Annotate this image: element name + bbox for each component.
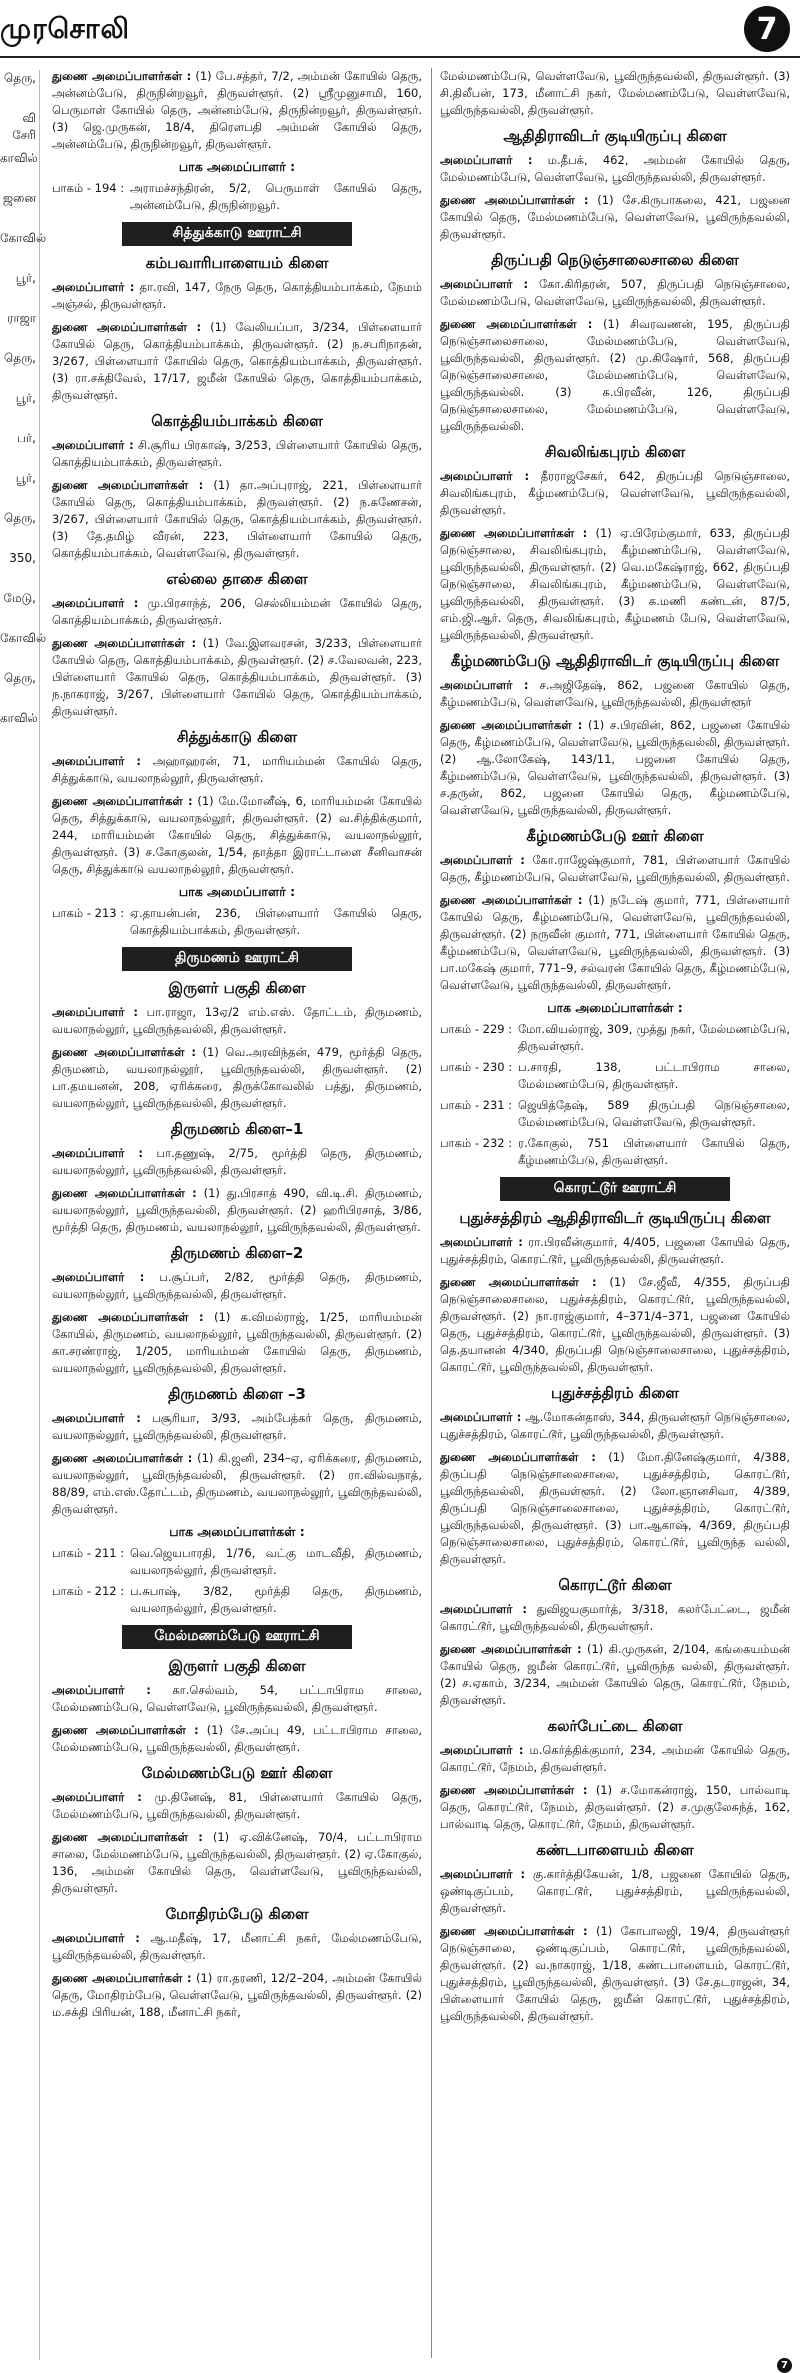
member-details: அஹாஹரன், 71, மாரியம்மன் கோயில் தெரு, சித்துக்காடு, வயலாநல்லூர், திருவள்ளூர். <box>52 754 423 785</box>
member-entry <box>440 192 790 243</box>
member-entry <box>52 753 422 787</box>
member-details: (1) து.பிரசாத் 490, வி.டி.சி. திருமணம், வயலாநல்லூர், பூவிருந்தவல்லி, திருவள்ளூர். (2) ஹரிபிரசாத், 3/86, மூர்த்தி தெரு, திருமணம், வயலாநல்லூர், பூவிருந்தவல்லி, திருவள்ளூர். <box>52 1186 423 1234</box>
role-label: துணை அமைப்பாளர்கள் : <box>52 1830 203 1844</box>
member-entry <box>52 1269 422 1303</box>
member-details: (1) சே.ஜீவீ, 4/355, திருப்பதி நெடுஞ்சாலைசாலை, புதுச்சத்திரம், கொரட்டூர், பூவிருந்தவல்லி, திருவள்ளூர். (2) நா.ராஜ்குமார், 4–371/4–371, பஜனை கோயில் தெரு, புதுச்சத்திரம், கொரட்டூர், பூவிருந்தவல்லி, திருவள்ளூர். (3) தெ.தயானன் 4/340, திருப்பதி நெடுஞ்சாலைசாலை, புதுச்சத்திரம், கொரட்டூர், பூவிருந்தவல்லி, திருவள்ளூர். <box>440 1275 790 1374</box>
column-right <box>440 68 790 2358</box>
cropped-text-fragment: தெரு, <box>3 351 36 365</box>
role-label: துணை அமைப்பாளர்கள் : <box>52 1310 204 1324</box>
role-label: அமைப்பாளர் : <box>440 469 530 483</box>
role-label: துணை அமைப்பாளர்கள் : <box>440 893 583 907</box>
branch-heading: புதுச்சத்திரம் கிளை <box>551 1384 679 1402</box>
role-label: அமைப்பாளர் : <box>52 280 135 294</box>
member-entry <box>52 1930 422 1964</box>
role-label: துணை அமைப்பாளர்கள் : <box>440 193 589 207</box>
member-details: ம.கெர்த்திக்குமார், 234, அம்மன் கோயில் தெரு, கொரட்டூர், நேமம், திருவள்ளூர். <box>440 1743 790 1774</box>
branch-heading: சிவலிங்கபுரம் கிளை <box>544 443 686 461</box>
panchayat-label: திருமணம் ஊராட்சி <box>122 947 352 971</box>
booth-entry <box>440 1021 790 1055</box>
role-label: அமைப்பாளர் : <box>52 596 139 610</box>
page-header <box>0 0 800 58</box>
member-entry <box>440 892 790 994</box>
booth-entry <box>440 1097 790 1131</box>
branch-heading: கொத்தியம்பாக்கம் கிளை <box>151 412 323 430</box>
cropped-text-fragment: தெரு, <box>3 71 36 85</box>
role-label: அமைப்பாளர் : <box>52 1790 142 1804</box>
member-details: மு.பிரசாந்த், 206, செல்லியம்மன் கோயில் தெரு, கொத்தியம்பாக்கம், திருவள்ளூர். <box>52 596 422 627</box>
member-entry <box>52 319 422 404</box>
role-label: துணை அமைப்பாளர்கள் : <box>52 1045 196 1059</box>
booth-number: பாகம் - 212 : <box>52 1584 125 1598</box>
member-details: (1) மோ.தினேஷ்குமார், 4/388, திருப்பதி நெடுஞ்சாலைசாலை, புதுச்சத்திரம், கொரட்டூர், பூவிருந்தவல்லி, திருவள்ளூர். (2) லோ.ஞானசிவா, 4/389, திருப்பதி நெடுஞ்சாலைசாலை, புதுச்சத்திரம், கொரட்டூர், பூவிருந்தவல்லி, திருவள்ளூர். (3) பா.ஆகாஷ், 4/369, திருப்பதி நெடுஞ்சாலைசாலை, புதுச்சத்திரம், கொரட்டூர், பூவிருந்த வல்லி, திருவள்ளூர். <box>440 1450 790 1566</box>
role-label: அமைப்பாளர் : <box>440 1410 522 1424</box>
page-footer <box>0 2358 800 2373</box>
member-entry <box>440 1409 790 1443</box>
member-details: ப.சூப்பர், 2/82, மூர்த்தி தெரு, திருமணம், வயலாநல்லூர், பூவிருந்தவல்லி, திருவள்ளூர். <box>52 1270 423 1301</box>
member-entry <box>52 1722 422 1756</box>
member-details: மேல்மணம்பேடு, வெள்ளவேடு, பூவிருந்தவல்லி, திருவள்ளூர். (3) சி.திலீபன், 173, மீனாட்சி நகர், மேல்மணம்பேடு, வெள்ளவேடு, பூவிருந்தவல்லி, திருவள்ளூர். <box>440 69 790 117</box>
role-label: துணை அமைப்பாளர்கள் : <box>52 1451 193 1465</box>
member-entry <box>440 525 790 644</box>
member-details: (1) நடேஷ் குமார், 771, பிள்ளையார் கோயில் தெரு, கீழ்மணம்பேடு, வெள்ளவேடு, பூவிருந்தவல்லி, திருவள்ளூர். (2) நருவீன் குமார், 771, பிள்ளையார் கோயில் தெரு, கீழ்மணம்பேடு, வெள்ளவேடு, பூவிருந்தவல்லி, திருவள்ளூர். (3) பா.மகேஷ் குமார், 771–9, சல்வரன் கோயில் தெரு, கீழ்மணம்பேடு, வெள்ளவேடு, பூவிருந்தவல்லி, திருவள்ளூர். <box>440 893 790 992</box>
left-cropped-column <box>0 70 47 2360</box>
column-divider <box>431 68 432 2358</box>
panchayat-label: சித்துக்காடு ஊராட்சி <box>122 222 352 246</box>
cropped-text-fragment: காவில் <box>0 711 38 725</box>
branch-heading: கீழ்மணம்பேடு ஊர் கிளை <box>526 827 704 845</box>
cropped-text-fragment: ஜனை <box>3 191 36 205</box>
member-entry <box>440 1234 790 1268</box>
booth-number: பாகம் - 232 : <box>440 1136 513 1150</box>
member-details: மு.தினேஷ், 81, பிள்ளையார் கோயில் தெரு, மேல்மணம்பேடு, பூவிருந்தவல்லி, திருவள்ளூர். <box>52 1790 422 1821</box>
member-entry <box>440 1274 790 1376</box>
cropped-text-fragment: பூர், <box>15 271 36 285</box>
booth-number: பாகம் - 229 : <box>440 1022 513 1036</box>
member-details: ஆ.மோகன்தாஸ், 344, திருவள்ளூர் நெடுஞ்சாலை, புதுச்சத்திரம், கொரட்டூர், பூவிருந்தவல்லி, திருவள்ளூர். <box>440 1410 791 1441</box>
branch-heading: திருப்பதி நெடுஞ்சாலைசாலை கிளை <box>491 251 739 269</box>
role-label: துணை அமைப்பாளர்கள் : <box>52 1723 199 1737</box>
member-entry <box>440 152 790 186</box>
role-label: அமைப்பாளர் : <box>52 754 142 768</box>
column-left <box>52 68 422 2358</box>
role-label: அமைப்பாளர் : <box>440 1235 523 1249</box>
booth-agent-details: ஜெயித்தேஷ், 589 திருப்பதி நெடுஞ்சாலை, மேல்மணம்பேடு, வெள்ளவேடு, திருவள்ளூர். <box>518 1098 790 1129</box>
member-entry <box>52 793 422 878</box>
member-details: துவிஜயகுமார்த், 3/318, கலர்பேட்டை, ஜமீன் கொரட்டூர், பூவிருந்தவல்லி, திருவள்ளூர். <box>440 1602 791 1633</box>
booth-agent-details: ப.சுபாஷ், 3/82, மூர்த்தி தெரு, திருமணம், வயலாநல்லூர், திருவள்ளூர். <box>130 1584 422 1615</box>
member-entry <box>52 68 422 153</box>
cropped-text-fragment: பூர், <box>15 471 36 485</box>
member-details: தீரராஜசேகர், 642, திருப்பதி நெடுஞ்சாலை, சிவலிங்கபுரம், கீழ்மணம்பேடு, வெள்ளவேடு, பூவிருந்தவல்லி, திருவள்ளூர். <box>440 469 791 517</box>
role-label: துணை அமைப்பாளர்கள் : <box>52 320 202 334</box>
role-label: துணை அமைப்பாளர்கள் : <box>52 794 193 808</box>
booth-entry <box>52 1583 422 1617</box>
booth-agent-details: மோ.வியல்ராஜ், 309, முத்து நகர், மேல்மணம்பேடு, திருவள்ளூர். <box>518 1022 790 1053</box>
role-label: துணை அமைப்பாளர்கள் : <box>440 1924 588 1938</box>
panchayat-label: மேல்மணம்பேடு ஊராட்சி <box>122 1625 352 1649</box>
member-entry <box>52 279 422 313</box>
role-label: துணை அமைப்பாளர்கள் : <box>52 636 197 650</box>
member-entry <box>440 468 790 519</box>
member-details: பா.ராஜா, 13ஏ/2 எம்.எஸ். தோட்டம், திருமணம், வயலாநல்லூர், பூவிருந்தவல்லி, திருவள்ளூர். <box>52 1005 423 1036</box>
member-details: (1) வேலியப்பா, 3/234, பிள்ளையார் கோயில் தெரு, கொத்தியம்பாக்கம், திருவள்ளூர். (2) ந.சபரிநாதன், 3/267, பிள்ளையார் கோயில் தெரு, கொத்தியம்பாக்கம், திருவள்ளூர். (3) ரா.சக்திவேல், 17/17, ஜமீன் கோயில் தெரு, கொத்தியம்பாக்கம், திருவள்ளூர். <box>52 320 422 402</box>
branch-heading: கீழ்மணம்பேடு ஆதிதிராவிடர் குடியிருப்பு கிளை <box>450 652 780 670</box>
member-details: (1) ரா.தரணி, 12/2–204, அம்மன் கோயில் தெரு, மோதிரம்பேடு, வெள்ளவேடு, பூவிருந்தவல்லி, திருவள்ளூர். (2) ம.சக்தி பிரியன், 188, மீனாட்சி நகர், <box>52 1971 422 2019</box>
role-label: அமைப்பாளர் : <box>440 1602 528 1616</box>
member-details: (1) தா.அப்புராஜ், 221, பிள்ளையார் கோயில் தெரு, கொத்தியம்பாக்கம், திருவள்ளூர். (2) ந.கணேசன், 3/267, பிள்ளையார் கோயில் தெரு, கொத்தியம்பாக்கம், திருவள்ளூர். (3) தே.தமிழ் வீரன், 223, பிள்ளையார் கோயில் தெரு, கொத்தியம்பாக்கம், வெள்ளவேடு, திருவள்ளூர். <box>52 478 422 560</box>
member-entry <box>52 1829 422 1897</box>
member-entry <box>52 1970 422 2021</box>
member-entry <box>440 852 790 886</box>
cropped-text-fragment: காவில் <box>0 151 38 165</box>
role-label: துணை அமைப்பாளர்கள் : <box>440 1275 597 1289</box>
branch-heading: கொரட்டூர் கிளை <box>558 1576 672 1594</box>
role-label: அமைப்பாளர் : <box>440 1867 526 1881</box>
member-details: (1) பே.சத்தர், 7/2, அம்மன் கோயில் தெரு, அன்னம்பேடு, திருநின்றவூர், திருவள்ளூர். (2) ஸ்ரீமுனுசாமி, 160, பெருமாள் கோயில் தெரு, அன்னம்பேடு, திருநின்றவூர், திருவள்ளூர். (3) ஜெ.முருகன், 18/4, திரௌபதி அம்மன் கோயில் தெரு, அன்னம்பேடு, திருநின்றவூர், திருவள்ளூர். <box>52 69 422 151</box>
member-entry <box>52 1450 422 1518</box>
member-details: (1) கி.ஜனி, 234–ஏ, ஏரிக்கரை, திருமணம், வயலாநல்லூர், பூவிருந்தவல்லி, திருவள்ளூர். (2) ரா.வில்வநாத், 88/89, எம்.எஸ்.தோட்டம், திருமணம், வயலாநல்லூர், பூவிருந்தவல்லி, திருவள்ளூர். <box>52 1451 422 1516</box>
member-details: ச.அஜிதேஷ், 862, பஜனை கோயில் தெரு, கீழ்மணம்பேடு, வெள்ளவேடு, பூவிருந்தவல்லி, திருவள்ளூர் <box>440 678 791 709</box>
role-label: அமைப்பாளர் : <box>52 1270 145 1284</box>
booth-agent-details: ர.கோகுல், 751 பிள்ளையார் கோயில் தெரு, கீழ்மணம்பேடு, திருவள்ளூர். <box>518 1136 790 1167</box>
branch-heading: கம்பவாரிபாளையம் கிளை <box>145 254 329 272</box>
cropped-text-fragment: தெரு, <box>3 511 36 525</box>
member-details: ம.தீபக், 462, அம்மன் கோயில் தெரு, மேல்மணம்பேடு, வெள்ளவேடு, பூவிருந்தவல்லி, திருவள்ளூர். <box>440 153 791 184</box>
role-label: அமைப்பாளர் : <box>440 678 529 692</box>
booth-agent-details: வெ.ஜெயபாரதி, 1/76, வட்கு மாடவீதி, திருமணம், வயலாநல்லூர், திருவள்ளூர். <box>130 1546 422 1577</box>
role-label: துணை அமைப்பாளர்கள் : <box>440 718 583 732</box>
booth-number: பாகம் - 194 : <box>52 181 125 195</box>
cropped-text-fragment: பர், <box>16 431 36 445</box>
role-label: அமைப்பாளர் : <box>52 1411 141 1425</box>
member-details: (1) மே.மோனீஷ், 6, மாரியம்மன் கோயில் தெரு, சித்துக்காடு, வயலாநல்லூர், திருவள்ளூர். (2) வ.சித்திக்குமார், 244, மாரியம்மன் கோயில் தெரு, சித்துக்காடு, வயலாநல்லூர், திருவள்ளூர். (3) ச.கோகுலன், 1/54, தாத்தா இராட்டாளை சீனிவாசன் தெரு, சித்துக்காடு வயலாநல்லூர், திருவள்ளூர். <box>52 794 422 876</box>
member-entry <box>440 1782 790 1833</box>
role-label: அமைப்பாளர் : <box>52 1683 151 1697</box>
booth-section-heading: பாக அமைப்பாளர் : <box>178 159 296 174</box>
member-entry <box>52 1682 422 1716</box>
booth-entry <box>440 1059 790 1093</box>
cropped-text-fragment: பூர், <box>15 391 36 405</box>
member-details: கோ.கிரிதரன், 507, திருப்பதி நெடுஞ்சாலை, மேல்மணம்பேடு, வெள்ளவேடு, பூவிருந்தவல்லி, திருவள்ளூர். <box>440 277 791 308</box>
role-label: அமைப்பாளர் : <box>52 1931 140 1945</box>
booth-entry <box>440 1135 790 1169</box>
member-entry <box>52 1145 422 1179</box>
member-entry <box>52 1004 422 1038</box>
member-details: (1) வே.இளவரசன், 3/233, பிள்ளையார் கோயில் தெரு, கொத்தியம்பாக்கம், திருவள்ளூர். (2) ச.வேலவன், 223, பிள்ளையார் கோயில் தெரு, கொத்தியம்பாக்கம், திருவள்ளூர். (3) ந.நாகராஜ், 3/267, பிள்ளையார் கோயில் தெரு, கொத்தியம்பாக்கம், திருவள்ளூர். <box>52 636 422 718</box>
branch-heading: ஆதிதிராவிடர் குடியிருப்பு கிளை <box>503 127 727 145</box>
member-entry <box>440 1641 790 1709</box>
role-label: அமைப்பாளர் : <box>440 153 533 167</box>
member-details: ஆ.மதீஷ், 17, மீனாட்சி நகர், மேல்மணம்பேடு, பூவிருந்தவல்லி, திருவள்ளூர். <box>52 1931 423 1962</box>
branch-heading: திருமணம் கிளை –3 <box>168 1385 306 1403</box>
role-label: துணை அமைப்பாளர்கள் : <box>440 1450 596 1464</box>
member-entry <box>440 316 790 435</box>
member-entry <box>52 1309 422 1377</box>
member-details: (1) க.விமல்ராஜ், 1/25, மாரியம்மன் கோயில், திருமணம், வயலாநல்லூர், பூவிருந்தவல்லி, திருவள்ளூர். (2) கா.சரண்ராஜ், 1/205, மாரியம்மன் கோயில் தெரு, திருமணம், வயலாநல்லூர், பூவிருந்தவல்லி, திருவள்ளூர். <box>52 1310 422 1375</box>
cropped-text-fragment: மேடு, <box>3 591 36 605</box>
member-entry <box>440 1923 790 2025</box>
cropped-text-fragment: கோவில் <box>0 631 47 645</box>
booth-agent-details: ப.சாரதி, 138, பட்டாபிராம சாலை, மேல்மணம்பேடு, திருவள்ளூர். <box>518 1060 790 1091</box>
role-label: துணை அமைப்பாளர்கள் : <box>440 317 593 331</box>
member-entry <box>440 68 790 119</box>
member-details: கு.கார்த்திகேயன், 1/8, பஜனை கோயில் தெரு, ஒண்டிகுப்பம், கொரட்டூர், புதுச்சத்திரம், பூவிருந்தவல்லி, திருவள்ளூர். <box>440 1867 791 1915</box>
cropped-text-fragment: ராஜா <box>7 311 36 325</box>
member-details: (1) ஏ.விக்னேஷ், 70/4, பட்டாபிராம சாலை, மேல்மணம்பேடு, பூவிருந்தவல்லி, திருவள்ளூர். (2) ஏ.கோகுல், 136, அம்மன் கோயில் தெரு, வெள்ளவேடு, பூவிருந்தவல்லி, திருவள்ளூர். <box>52 1830 422 1895</box>
member-details: (1) சே.கிருபாகலை, 421, பஜனை கோயில் தெரு, மேல்மணம்பேடு, வெள்ளவேடு, பூவிருந்தவல்லி, திருவள்ளூர். <box>440 193 790 241</box>
page-number-badge: 7 <box>744 6 790 52</box>
member-details: (1) ச.மோகன்ராஜ், 150, பால்வாடி தெரு, கொரட்டூர், நேமம், திருவள்ளூர். (2) ச.முகுலேசுந்த், 162, பால்வாடி தெரு, கொரட்டூர், நேமம், திருவள்ளூர். <box>440 1783 790 1831</box>
member-entry <box>52 1410 422 1444</box>
role-label: அமைப்பாளர் : <box>52 1005 139 1019</box>
member-details: (1) ஏ.பிரேம்குமார், 633, திருப்பதி நெடுஞ்சாலை, சிவலிங்கபுரம், கீழ்மணம்பேடு, வெள்ளவேடு, பூவிருந்தவல்லி, திருவள்ளூர். (2) வெ.மகேஷ்ராஜ், 662, திருப்பதி நெடுஞ்சாலை, சிவலிங்கபுரம், கீழ்மணம்பேடு, வெள்ளவேடு, பூவிருந்தவல்லி, திருவள்ளூர். (3) க.மணி கண்டன், 87/5, எம்.ஜி.ஆர். தெரு, சிவலிங்கபுரம், கீழ்மணம் பேடு, வெள்ளவேடு, பூவிருந்தவல்லி, திருவள்ளூர். <box>440 526 790 642</box>
member-details: (1) கி.முருகன், 2/104, கங்கையம்மன் கோயில் தெரு, ஜமீன் கொரட்டூர், பூவிருந்த வல்லி, திருவள்ளூர். (2) ச.ஏகாம், 3/234, அம்மன் கோயில் தெரு, கொரட்டூர், நேமம், திருவள்ளூர். <box>440 1642 790 1707</box>
masthead-title: முரசொலி <box>0 14 130 45</box>
member-details: தா.ரவி, 147, நேரு தெரு, கொத்தியம்பாக்கம், நேமம் அஞ்சல், திருவள்ளூர். <box>52 280 422 311</box>
booth-number: பாகம் - 211 : <box>52 1546 125 1560</box>
member-details: சி.சூரிய பிரகாஷ், 3/253, பிள்ளையார் கோயில் தெரு, கொத்தியம்பாக்கம், திருவள்ளூர். <box>52 438 422 469</box>
branch-heading: எல்லை தாசை கிளை <box>166 570 308 588</box>
member-entry <box>52 437 422 471</box>
role-label: துணை அமைப்பாளர்கள் : <box>440 1642 582 1656</box>
branch-heading: கண்டபாளையம் கிளை <box>536 1841 694 1859</box>
member-entry <box>52 1185 422 1236</box>
member-entry <box>52 635 422 720</box>
branch-heading: இருளர் பகுதி கிளை <box>168 1657 306 1675</box>
branch-heading: புதுச்சத்திரம் ஆதிதிராவிடர் குடியிருப்பு கிளை <box>459 1209 771 1227</box>
member-details: (1) கோபாலஜி, 19/4, திருவள்ளூர் நெடுஞ்சாலை, ஒண்டிகுப்பம், கொரட்டூர், பூவிருந்தவல்லி, திருவள்ளூர். (2) வ.நாகராஜ், 1/18, கண்டபாளையம், கொரட்டூர், புதுச்சத்திரம், பூவிருந்தவல்லி, திருவள்ளூர். (3) சே.தடராஜன், 34, பிள்ளையார் கோயில் தெரு, ஜமீன் கொரட்டூர், புதுச்சத்திரம், பூவிருந்தவல்லி, திருவள்ளூர். <box>440 1924 790 2023</box>
cropped-text-fragment: 350, <box>9 551 36 565</box>
role-label: துணை அமைப்பாளர்கள் : <box>440 1783 588 1797</box>
member-entry <box>52 477 422 562</box>
role-label: துணை அமைப்பாளர்கள் : <box>52 478 204 492</box>
booth-agent-details: ஏ.தாயன்பன், 236, பிள்ளையார் கோயில் தெரு, கொத்தியம்பாக்கம், திருவள்ளூர். <box>130 906 422 937</box>
role-label: அமைப்பாளர் : <box>440 277 529 291</box>
booth-entry <box>52 905 422 939</box>
role-label: அமைப்பாளர் : <box>440 1743 524 1757</box>
member-entry <box>440 1742 790 1776</box>
branch-heading: திருமணம் கிளை–2 <box>170 1244 304 1262</box>
member-details: பா.தணுஷ், 2/75, மூர்த்தி தெரு, திருமணம், வயலாநல்லூர், பூவிருந்தவல்லி, திருவள்ளூர். <box>52 1146 422 1177</box>
member-details: (1) சிவரவணன், 195, திருப்பதி நெடுஞ்சாலைசாலை, மேல்மணம்பேடு, வெள்ளவேடு, பூவிருந்தவல்லி, திருவள்ளூர். (2) மு.கிஷோர், 568, திருப்பதி நெடுஞ்சாலைசாலை, மேல்மணம்பேடு, வெள்ளவேடு, பூவிருந்தவல்லி. (3) க.பிரவீன், 126, திருப்பதி நெடுஞ்சாலைசாலை, மேல்மணம்பேடு, வெள்ளவேடு, பூவிருந்தவல்லி. <box>440 317 790 433</box>
member-details: (1) சே.அப்பு 49, பட்டாபிராம சாலை, மேல்மணம்பேடு, பூவிருந்தவல்லி, திருவள்ளூர். <box>52 1723 423 1754</box>
member-entry <box>440 717 790 819</box>
branch-heading: மேல்மணம்பேடு ஊர் கிளை <box>141 1764 333 1782</box>
member-details: (1) வெ.அரவிந்தன், 479, மூர்த்தி தெரு, திருமணம், வயலாநல்லூர், பூவிருந்தவல்லி, திருவள்ளூர். (2) பா.தமயனன், 208, ஏரிக்கரை, திருக்கோவலில் பத்து, திருமணம், வயலாநல்லூர், பூவிருந்தவல்லி, திருவள்ளூர். <box>52 1045 422 1110</box>
booth-number: பாகம் - 230 : <box>440 1060 513 1074</box>
branch-heading: மோதிரம்பேடு கிளை <box>165 1905 309 1923</box>
booth-entry <box>52 1545 422 1579</box>
branch-heading: கலர்பேட்டை கிளை <box>547 1717 683 1735</box>
booth-number: பாகம் - 213 : <box>52 906 125 920</box>
booth-agent-details: அராமச்சந்திரன், 5/2, பெருமாள் கோயில் தெரு, அன்னம்பேடு, திருநின்றவூர். <box>130 181 422 212</box>
role-label: அமைப்பாளர் : <box>440 853 525 867</box>
member-entry <box>52 595 422 629</box>
cropped-text-fragment: கோவில் <box>0 231 47 245</box>
member-entry <box>440 276 790 310</box>
branch-heading: திருமணம் கிளை–1 <box>170 1120 304 1138</box>
cropped-text-fragment: வி சேரி <box>12 111 36 142</box>
role-label: துணை அமைப்பாளர்கள் : <box>52 1971 192 1985</box>
member-entry <box>440 1449 790 1568</box>
cropped-text-fragment: தெரு, <box>3 671 36 685</box>
member-entry <box>440 1601 790 1635</box>
booth-number: பாகம் - 231 : <box>440 1098 513 1112</box>
member-entry <box>52 1044 422 1112</box>
member-details: (1) ச.பிரவின், 862, பஜனை கோயில் தெரு, கீழ்மணம்பேடு, வெள்ளவேடு, பூவிருந்தவல்லி, திருவள்ளூர். (2) ஆ.லோகேஷ், 143/11, பஜனை கோயில் தெரு, கீழ்மணம்பேடு, வெள்ளவேடு, பூவிருந்தவல்லி, திருவள்ளூர். (3) ச.தருன், 862, பஜனை கோயில் தெரு, கீழ்மணம்பேடு, வெள்ளவேடு, பூவிருந்தவல்லி, திருவள்ளூர். <box>440 718 790 817</box>
booth-section-heading: பாக அமைப்பாளர் : <box>178 884 296 899</box>
member-entry <box>440 677 790 711</box>
footer-page-number: 7 <box>777 2358 792 2373</box>
member-details: கா.செல்வம், 54, பட்டாபிராம சாலை, மேல்மணம்பேடு, வெள்ளவேடு, பூவிருந்தவல்லி, திருவள்ளூர். <box>52 1683 422 1714</box>
role-label: துணை அமைப்பாளர்கள் : <box>52 1186 197 1200</box>
member-details: கோ.ராஜேஷ்குமார், 781, பிள்ளையார் கோயில் தெரு, கீழ்மணம்பேடு, வெள்ளவேடு, பூவிருந்தவல்லி, திருவள்ளூர். <box>440 853 791 884</box>
booth-section-heading: பாக அமைப்பாளர்கள் : <box>547 1000 683 1015</box>
role-label: அமைப்பாளர் : <box>52 438 134 452</box>
role-label: துணை அமைப்பாளர்கள் : <box>440 526 588 540</box>
role-label: அமைப்பாளர் : <box>52 1146 143 1160</box>
branch-heading: சித்துக்காடு கிளை <box>176 728 298 746</box>
member-entry <box>52 1789 422 1823</box>
role-label: துணை அமைப்பாளர்கள் : <box>52 69 192 83</box>
booth-section-heading: பாக அமைப்பாளர்கள் : <box>169 1524 305 1539</box>
panchayat-label: கொரட்டூர் ஊராட்சி <box>500 1177 730 1201</box>
branch-heading: இருளர் பகுதி கிளை <box>168 979 306 997</box>
member-details: ரா.பிரவீன்குமார், 4/405, பஜனை கோயில் தெரு, புதுச்சத்திரம், கொரட்டூர், பூவிருந்தவல்லி, திருவள்ளூர். <box>440 1235 790 1266</box>
booth-entry <box>52 180 422 214</box>
member-details: பசூரியா, 3/93, அம்பேத்கர் தெரு, திருமணம், வயலாநல்லூர், பூவிருந்தவல்லி, திருவள்ளூர். <box>52 1411 422 1442</box>
member-entry <box>440 1866 790 1917</box>
